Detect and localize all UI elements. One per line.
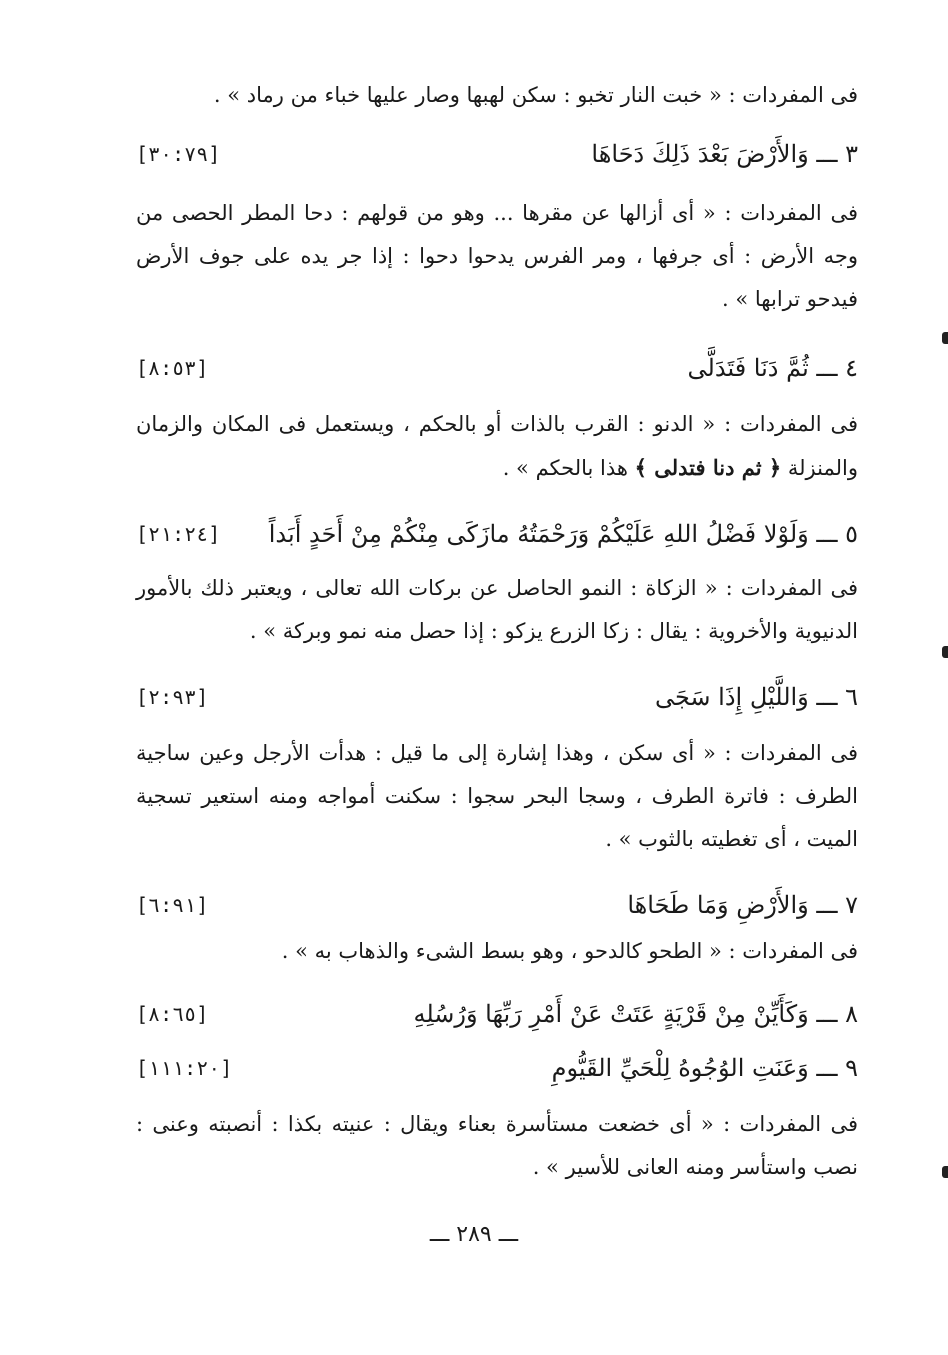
verse-9: [136, 1046, 858, 1090]
scan-edge-mark: [942, 1166, 948, 1178]
verse-text: ٩ ـــ وَعَنَتِ الوُجُوهُ لِلْحَيِّ القَيُّومِ: [551, 1054, 858, 1082]
paragraph-text: هذا بالحكم » .: [502, 456, 635, 480]
entry-9-commentary: [136, 1103, 858, 1189]
entry-3-commentary: [136, 192, 858, 321]
page-number: ـــ ٢٨٩ ـــ: [429, 1222, 519, 1247]
verse-reference: [٦:٩١]: [136, 893, 209, 917]
mufradat-paragraph: فى المفردات : « الطحو كالدحو ، وهو بسط الشىء والذهاب به » .: [281, 939, 858, 963]
verse-text: ٣ ـــ وَالأَرْضَ بَعْدَ ذَلِكَ دَحَاهَا: [591, 140, 858, 168]
verse-reference: [٢:٩٣]: [136, 685, 209, 709]
verse-3: [136, 132, 858, 176]
entry-6-commentary: [136, 732, 858, 861]
mufradat-paragraph: فى المفردات : « أى خضعت مستأسرة بعناء ويقال : عنيته بكذا : أنصبته وعنى : نصب واستأسر ومنه العانى للأسير » .: [136, 1112, 858, 1179]
verse-reference: [١١١:٢٠]: [136, 1056, 233, 1080]
mufradat-paragraph: [136, 403, 858, 490]
verse-reference: [٨:٦٥]: [136, 1002, 209, 1026]
entry-0: [136, 74, 858, 117]
entry-5-commentary: [136, 567, 858, 653]
verse-text: ٧ ـــ وَالأَرْضِ وَمَا طَحَاهَا: [627, 891, 858, 919]
verse-7: [136, 883, 858, 927]
entry-4-commentary: [136, 403, 858, 490]
verse-text: ٨ ـــ وَكَأَيِّنْ مِنْ قَرْيَةٍ عَتَتْ عَنْ أَمْرِ رَبِّهَا وَرُسُلِهِ: [413, 1000, 858, 1028]
verse-6: [136, 675, 858, 719]
mufradat-paragraph: فى المفردات : « خبت النار تخبو : سكن لهبها وصار عليها خباء من رماد » .: [213, 83, 858, 107]
quranic-quote: ﴿ ثم دنا فتدلى ﴾: [634, 455, 782, 480]
verse-8: [136, 992, 858, 1036]
mufradat-paragraph: فى المفردات : « أى أزالها عن مقرها ... وهو من قولهم : دحا المطر الحصى من وجه الأرض : أى جرفها ، ومر الفرس يدحوا دحوا : إذا جر يده على جوف الأرض فيدحو ترابها » .: [136, 201, 858, 311]
verse-5: [136, 512, 858, 556]
verse-4: [136, 346, 858, 390]
mufradat-paragraph: فى المفردات : « أى سكن ، وهذا إشارة إلى ما قيل : هدأت الأرجل وعين ساجية الطرف : فاترة الطرف ، وسجا البحر سجوا : سكنت أمواجه ومنه استعير تسجية الميت ، أى تغطيته بالثوب » .: [136, 741, 858, 851]
verse-reference: [٨:٥٣]: [136, 356, 209, 380]
verse-text: ٥ ـــ وَلَوْلا فَضْلُ اللهِ عَلَيْكُمْ وَرَحْمَتُهُ مازَكَى مِنْكُمْ مِنْ أَحَدٍ أَبَداً: [268, 520, 858, 548]
verse-text: ٤ ـــ ثُمَّ دَنَا فَتَدَلَّى: [687, 354, 858, 382]
paragraph-text: فى المفردات : « الدنو : القرب بالذات أو بالحكم ، ويستعمل فى المكان والزمان والمنزلة: [136, 412, 858, 480]
scan-edge-mark: [942, 332, 948, 344]
verse-reference: [٣٠:٧٩]: [136, 142, 221, 166]
mufradat-paragraph: فى المفردات : « الزكاة : النمو الحاصل عن بركات الله تعالى ، ويعتبر ذلك بالأمور الدنيوية والأخروية : يقال : زكا الزرع يزكو : إذا حصل منه نمو وبركة » .: [136, 576, 858, 643]
scan-edge-mark: [942, 646, 948, 658]
verse-text: ٦ ـــ وَاللَّيْلِ إِذَا سَجَى: [654, 683, 858, 711]
entry-7-commentary: [136, 930, 858, 973]
verse-reference: [٢١:٢٤]: [136, 522, 221, 546]
